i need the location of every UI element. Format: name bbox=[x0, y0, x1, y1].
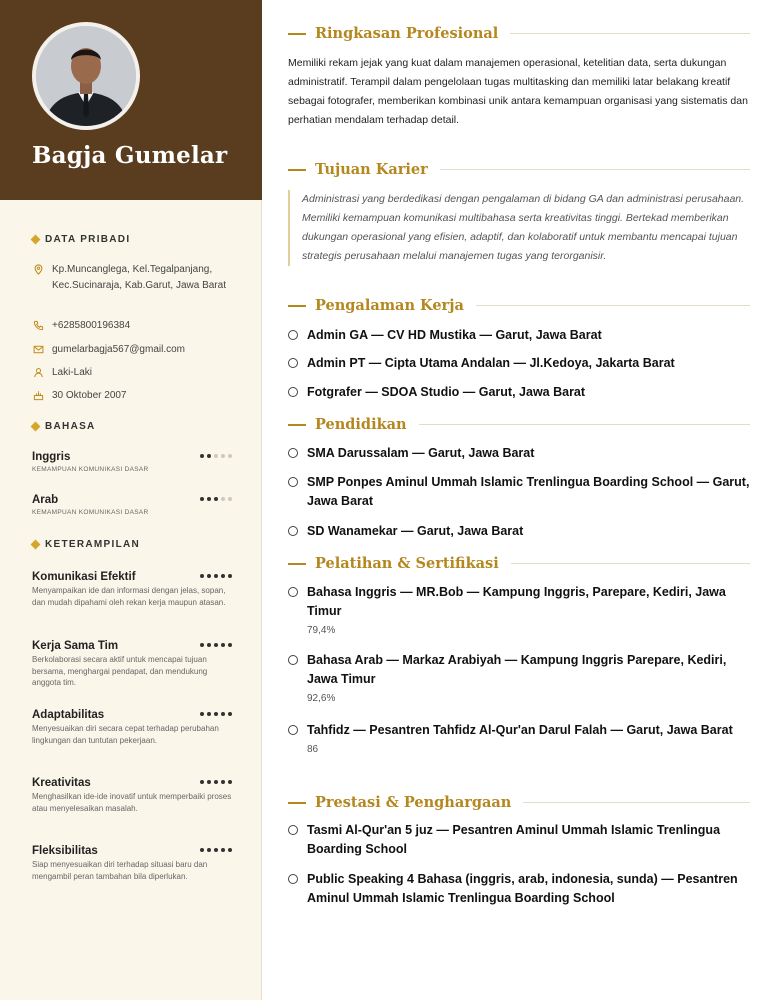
filled-dot-icon bbox=[200, 574, 204, 578]
filled-dot-icon bbox=[214, 497, 218, 501]
circle-bullet-icon bbox=[288, 448, 298, 458]
training-score: 79,4% bbox=[307, 625, 336, 636]
experience-item: Fotgrafer — SDOA Studio — Garut, Jawa Barat bbox=[288, 383, 750, 402]
language-item bbox=[32, 451, 232, 473]
circle-bullet-icon bbox=[288, 825, 298, 835]
skill-item bbox=[32, 845, 232, 882]
profile-photo bbox=[36, 26, 136, 126]
address-text: Kp.Muncanglega, Kel.Tegalpanjang, Kec.Sucinaraja, Kab.Garut, Jawa Barat bbox=[52, 264, 226, 291]
sidebar bbox=[0, 0, 262, 1000]
summary-text: Memiliki rekam jejak yang kuat dalam manajemen operasional, ketelitian data, serta dukungan administratif. Terampil dalam pengelolaan tugas multitasking dan memiliki latar belakang kreatif sebagai fotografer, memberikan kombinasi unik antara kemampuan organisasi yang sistematis dan perhatian mendalam terhadap detail. bbox=[288, 57, 748, 126]
training-score: 86 bbox=[307, 744, 319, 755]
empty-dot-icon bbox=[228, 497, 232, 501]
profile-header bbox=[0, 0, 262, 200]
email-row bbox=[32, 342, 242, 358]
empty-dot-icon bbox=[221, 497, 225, 501]
skill-name: Komunikasi Efektif bbox=[32, 571, 136, 583]
experience-heading: Pengalaman Kerja bbox=[288, 297, 750, 314]
awards-heading: Prestasi & Penghargaan bbox=[288, 794, 750, 811]
skill-name: Kerja Sama Tim bbox=[32, 640, 119, 652]
filled-dot-icon bbox=[207, 712, 211, 716]
diamond-icon bbox=[31, 540, 41, 550]
education-item: SMA Darussalam — Garut, Jawa Barat bbox=[288, 444, 750, 463]
language-name: Arab bbox=[32, 494, 59, 506]
skill-desc: Siap menyesuaikan diri terhadap situasi baru dan mengambil peran tambahan bila diperlukan. bbox=[32, 860, 208, 881]
skill-desc: Menyesuaikan diri secara cepat terhadap perubahan lingkungan dan tuntutan pekerjaan. bbox=[32, 724, 219, 745]
circle-bullet-icon bbox=[288, 725, 298, 735]
filled-dot-icon bbox=[214, 643, 218, 647]
filled-dot-icon bbox=[207, 780, 211, 784]
circle-bullet-icon bbox=[288, 477, 298, 487]
filled-dot-icon bbox=[228, 574, 232, 578]
filled-dot-icon bbox=[200, 712, 204, 716]
avatar bbox=[32, 22, 140, 130]
skill-item bbox=[32, 571, 232, 608]
birth-text: 30 Oktober 2007 bbox=[52, 390, 127, 401]
full-name: Bagja Gumelar bbox=[32, 142, 228, 169]
filled-dot-icon bbox=[200, 497, 204, 501]
skill-item bbox=[32, 640, 232, 689]
skill-desc: Menghasilkan ide-ide inovatif untuk memperbaiki proses atau menyelesaikan masalah. bbox=[32, 792, 232, 813]
filled-dot-icon bbox=[200, 454, 204, 458]
education-heading: Pendidikan bbox=[288, 416, 750, 433]
circle-bullet-icon bbox=[288, 358, 298, 368]
skill-item bbox=[32, 709, 232, 746]
language-item bbox=[32, 494, 232, 516]
filled-dot-icon bbox=[228, 780, 232, 784]
envelope-icon bbox=[32, 342, 44, 356]
skills-heading: KETERAMPILAN bbox=[32, 539, 140, 550]
empty-dot-icon bbox=[228, 454, 232, 458]
filled-dot-icon bbox=[207, 643, 211, 647]
phone-text: +6285800196384 bbox=[52, 320, 131, 331]
birth-row bbox=[32, 388, 242, 404]
circle-bullet-icon bbox=[288, 874, 298, 884]
level-dots bbox=[200, 848, 232, 852]
circle-bullet-icon bbox=[288, 387, 298, 397]
skill-desc: Berkolaborasi secara aktif untuk mencapai tujuan bersama, menghargai pendapat, dan mendukung anggota tim. bbox=[32, 655, 208, 687]
education-item: SD Wanamekar — Garut, Jawa Barat bbox=[288, 522, 750, 541]
gender-row bbox=[32, 365, 242, 381]
filled-dot-icon bbox=[214, 574, 218, 578]
filled-dot-icon bbox=[200, 848, 204, 852]
language-level-desc: KEMAMPUAN KOMUNIKASI DASAR bbox=[32, 509, 149, 516]
diamond-icon bbox=[31, 422, 41, 432]
language-name: Inggris bbox=[32, 451, 71, 463]
filled-dot-icon bbox=[200, 780, 204, 784]
address-row bbox=[32, 262, 242, 294]
filled-dot-icon bbox=[228, 643, 232, 647]
circle-bullet-icon bbox=[288, 330, 298, 340]
filled-dot-icon bbox=[214, 712, 218, 716]
education-item: SMP Ponpes Aminul Ummah Islamic Trenlingua Boarding School — Garut, Jawa Barat bbox=[288, 473, 750, 511]
level-dots bbox=[200, 497, 232, 501]
training-item: Bahasa Inggris — MR.Bob — Kampung Inggris, Parepare, Kediri, Jawa Timur 79,4% bbox=[288, 583, 750, 636]
training-item: Tahfidz — Pesantren Tahfidz Al-Qur'an Darul Falah — Garut, Jawa Barat 86 bbox=[288, 721, 750, 755]
filled-dot-icon bbox=[214, 848, 218, 852]
filled-dot-icon bbox=[214, 780, 218, 784]
level-dots bbox=[200, 780, 232, 784]
circle-bullet-icon bbox=[288, 655, 298, 665]
filled-dot-icon bbox=[221, 712, 225, 716]
filled-dot-icon bbox=[221, 574, 225, 578]
filled-dot-icon bbox=[221, 848, 225, 852]
level-dots bbox=[200, 643, 232, 647]
location-pin-icon bbox=[32, 262, 44, 276]
skill-name: Adaptabilitas bbox=[32, 709, 105, 721]
experience-item: Admin GA — CV HD Mustika — Garut, Jawa Barat bbox=[288, 326, 750, 345]
phone-row bbox=[32, 318, 242, 334]
award-item: Public Speaking 4 Bahasa (inggris, arab, indonesia, sunda) — Pesantren Aminul Ummah Islamic Trenlingua Boarding School bbox=[288, 870, 750, 908]
circle-bullet-icon bbox=[288, 526, 298, 536]
summary-heading: Ringkasan Profesional bbox=[288, 25, 750, 42]
gender-text: Laki-Laki bbox=[52, 367, 93, 378]
objective-heading: Tujuan Karier bbox=[288, 161, 750, 178]
training-score: 92,6% bbox=[307, 693, 336, 704]
person-icon bbox=[32, 365, 44, 379]
filled-dot-icon bbox=[207, 497, 211, 501]
languages-heading: BAHASA bbox=[32, 421, 96, 432]
filled-dot-icon bbox=[207, 574, 211, 578]
level-dots bbox=[200, 574, 232, 578]
personal-data-heading: DATA PRIBADI bbox=[32, 234, 130, 245]
filled-dot-icon bbox=[207, 848, 211, 852]
skill-item bbox=[32, 777, 232, 814]
skill-name: Fleksibilitas bbox=[32, 845, 98, 857]
language-level-desc: KEMAMPUAN KOMUNIKASI DASAR bbox=[32, 466, 149, 473]
award-item: Tasmi Al-Qur'an 5 juz — Pesantren Aminul Ummah Islamic Trenlingua Boarding School bbox=[288, 821, 750, 859]
filled-dot-icon bbox=[221, 643, 225, 647]
cake-icon bbox=[32, 388, 44, 402]
filled-dot-icon bbox=[228, 848, 232, 852]
filled-dot-icon bbox=[200, 643, 204, 647]
diamond-icon bbox=[31, 235, 41, 245]
circle-bullet-icon bbox=[288, 587, 298, 597]
filled-dot-icon bbox=[221, 780, 225, 784]
phone-icon bbox=[32, 318, 44, 332]
filled-dot-icon bbox=[228, 712, 232, 716]
training-item: Bahasa Arab — Markaz Arabiyah — Kampung Inggris Parepare, Kediri, Jawa Timur 92,6% bbox=[288, 651, 750, 704]
filled-dot-icon bbox=[207, 454, 211, 458]
level-dots bbox=[200, 712, 232, 716]
objective-text: Administrasi yang berdedikasi dengan pengalaman di bidang GA dan administrasi perusahaan. Memiliki kemampuan komunikasi multibahasa serta kreativitas tinggi. Bertekad memberikan dukungan operasional yang efisien, adaptif, dan kolaboratif untuk membantu mencapai tujuan strategis perusahaan melalui manajemen tugas yang terorganisir. bbox=[288, 190, 750, 266]
skill-desc: Menyampaikan ide dan informasi dengan jelas, sopan, dan mudah dipahami oleh rekan kerja maupun atasan. bbox=[32, 586, 226, 607]
empty-dot-icon bbox=[214, 454, 218, 458]
empty-dot-icon bbox=[221, 454, 225, 458]
training-heading: Pelatihan & Sertifikasi bbox=[288, 555, 750, 572]
experience-item: Admin PT — Cipta Utama Andalan — Jl.Kedoya, Jakarta Barat bbox=[288, 354, 750, 373]
skill-name: Kreativitas bbox=[32, 777, 91, 789]
email-text: gumelarbagja567@gmail.com bbox=[52, 344, 185, 355]
level-dots bbox=[200, 454, 232, 458]
